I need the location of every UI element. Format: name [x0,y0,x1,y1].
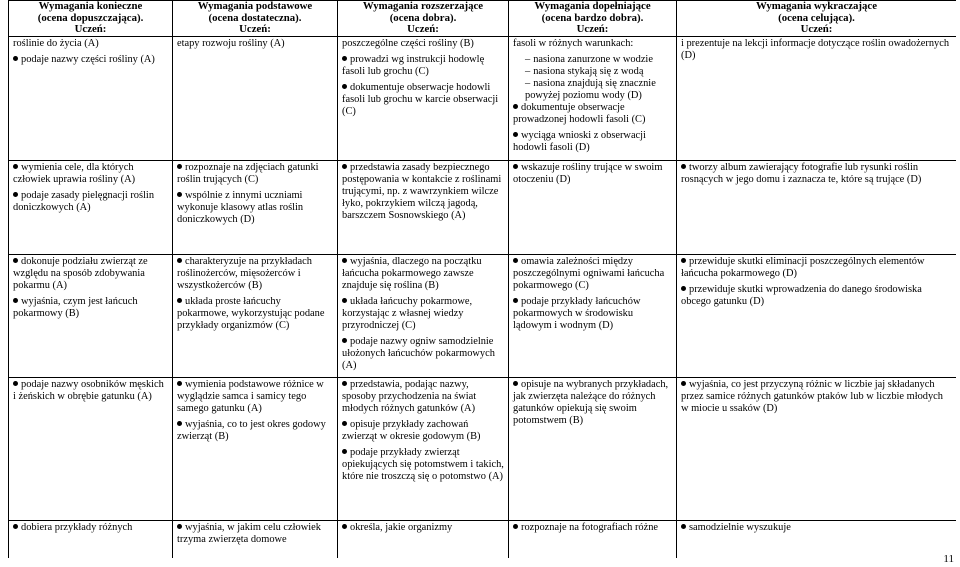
bullet-icon [342,164,347,169]
list-item [342,336,504,372]
requirement-list [177,256,333,332]
document-page [8,0,956,558]
requirement-text: rozpoznaje na fotografiach różne [521,521,659,533]
requirement-text: podaje zasady pielęgnacji roślin doniczkowych (A) [13,189,155,213]
list-item [177,522,333,546]
header-line3: Uczeń: [576,23,609,35]
requirement-text: nasiona stykają się z wodą [533,65,644,77]
requirement-text: podaje przykłady łańcuchów pokarmowych w środowisku lądowym i wodnym (D) [513,295,641,331]
table-cell [338,36,509,160]
table-cell [509,254,677,377]
table-cell [338,254,509,377]
bullet-icon [177,164,182,169]
dash-icon: – [525,77,531,89]
requirement-text: wymienia podstawowe różnice w wyglądzie samca i samicy tego samego gatunku (A) [177,378,324,414]
list-item [177,162,333,186]
bullet-icon [681,286,686,291]
table-row [9,377,957,520]
requirement-text: układa proste łańcuchy pokarmowe, wykorzystując podane przykłady organizmów (C) [177,295,325,331]
bullet-icon [342,258,347,263]
list-item [177,296,333,332]
list-item [177,379,333,415]
list-item [13,296,168,320]
requirement-list [681,379,952,415]
requirement-list [513,379,672,427]
list-item [342,419,504,443]
dash-icon: – [525,53,531,65]
bullet-icon [342,338,347,343]
list-item [513,102,672,126]
table-row [9,36,957,160]
requirement-list [342,522,504,534]
header-line2: (ocena dopuszczająca). [37,11,144,24]
header-line3: Uczeń: [239,23,271,35]
list-item [177,419,333,443]
requirement-text: dokonuje podziału zwierząt ze względu na sposób zdobywania pokarmu (A) [13,255,148,291]
list-item [342,296,504,332]
requirement-text: rozpoznaje na zdjęciach gatunki roślin trujących (C) [177,161,319,185]
requirement-text: podaje przykłady zwierząt opiekujących się potomstwem i takich, które nie troszczą się o potomstwo (A) [342,446,504,482]
requirement-list [342,256,504,372]
bullet-icon [177,381,182,386]
bullet-icon [13,192,18,197]
column-header [9,1,173,37]
table-cell [338,377,509,520]
requirement-list [13,162,168,214]
requirement-text: przedstawia, podając nazwy, sposoby przychodzenia na świat młodych różnych gatunków (A) [342,378,477,414]
bullet-icon [513,104,518,109]
list-item [13,54,168,66]
header-line1: Wymagania wykraczające [755,0,878,12]
table-cell [173,36,338,160]
requirement-text: wyjaśnia, w jakim celu człowiek trzyma zwierzęta domowe [177,521,321,545]
requirement-text: dokumentuje obserwacje hodowli fasoli lub grochu w karcie obserwacji (C) [342,81,499,117]
requirement-text: dokumentuje obserwacje prowadzonej hodowli fasoli (C) [513,101,646,125]
list-item [681,256,952,280]
table-row [9,520,957,558]
table-cell [9,520,173,558]
list-item [513,78,672,102]
requirement-list [177,162,333,226]
requirements-table [8,0,956,558]
header-line3: Uczeń: [800,23,833,35]
requirement-list [513,162,672,186]
list-item [13,190,168,214]
bullet-icon [342,421,347,426]
table-cell [338,520,509,558]
requirement-text: podaje nazwy części rośliny (A) [21,53,155,65]
requirement-text: wspólnie z innymi uczniami wykonuje klasowy atlas roślin doniczkowych (D) [177,189,304,225]
bullet-icon [13,381,18,386]
table-cell [677,36,957,160]
requirement-list [13,38,168,66]
requirement-list [13,522,168,534]
header-line2: (ocena bardzo dobra). [541,11,644,24]
header-line3: Uczeń: [407,23,439,35]
requirement-text: określa, jakie organizmy [350,521,453,533]
bullet-icon [177,298,182,303]
table-cell [9,377,173,520]
header-row [9,1,957,37]
bullet-icon [177,524,182,529]
table-cell [677,520,957,558]
requirement-text: etapy rozwoju rośliny (A) [177,37,285,49]
list-item [342,256,504,292]
list-item [681,162,952,186]
requirement-text: wyjaśnia, co jest przyczyną różnic w liczbie jaj składanych przez samice różnych gatunków ptaków lub w liczbie młodych w miocie u ssaków (D) [681,378,943,414]
bullet-icon [177,258,182,263]
list-item [342,379,504,415]
requirement-list [177,38,333,50]
requirement-text: roślinie do życia (A) [13,37,99,49]
bullet-icon [342,524,347,529]
requirement-text: charakteryzuje na przykładach roślinożerców, mięsożerców i wszystkożerców (B) [177,255,312,291]
requirement-list [513,256,672,332]
table-cell [509,36,677,160]
requirement-text: wyjaśnia, dlaczego na początku łańcucha pokarmowego zawsze znajduje się roślina (B) [342,255,482,291]
list-item [342,162,504,222]
list-item [513,66,672,78]
header-line1: Wymagania rozszerzające [362,0,484,12]
bullet-icon [513,132,518,137]
bullet-icon [513,381,518,386]
bullet-icon [177,192,182,197]
table-cell [677,254,957,377]
bullet-icon [681,258,686,263]
table-cell [173,520,338,558]
list-item [177,256,333,292]
list-item [513,256,672,292]
list-item [342,54,504,78]
list-item [13,38,168,50]
requirement-list [681,162,952,186]
table-cell [9,160,173,254]
requirement-list [13,256,168,320]
requirement-text: nasiona zanurzone w wodzie [533,53,653,65]
requirement-list [177,379,333,443]
list-item [513,522,672,534]
requirement-text: wymienia cele, dla których człowiek uprawia rośliny (A) [13,161,136,185]
list-item [513,296,672,332]
requirement-text: fasoli w różnych warunkach: [513,37,634,49]
requirement-text: opisuje przykłady zachowań zwierząt w okresie godowym (B) [342,418,481,442]
list-item [177,190,333,226]
requirement-text: podaje nazwy osobników męskich i żeńskich w obrębie gatunku (A) [13,378,164,402]
list-item [681,522,952,534]
column-header [509,1,677,37]
requirement-text: dobiera przykłady różnych [21,521,133,533]
bullet-icon [681,164,686,169]
requirement-text: samodzielnie wyszukuje [689,521,791,533]
requirement-text: przedstawia zasady bezpiecznego postępowania w kontakcie z roślinami trującymi, np. z wawrzynkiem wilcze łyko, pokrzykiem wilczą jagodą, barszczem Sosnowskiego (A) [342,161,502,221]
header-line2: (ocena dostateczna). [208,11,302,24]
table-body [9,36,957,558]
requirement-text: opisuje na wybranych przykładach, jak zwierzęta należące do różnych gatunków opiekują się swoim potomstwem (B) [513,378,669,426]
bullet-icon [177,421,182,426]
requirement-list [342,162,504,222]
list-item [13,256,168,292]
requirement-text: wyciąga wnioski z obserwacji hodowli fasoli (D) [513,129,646,153]
list-item [513,130,672,154]
list-item [681,379,952,415]
requirement-text: wyjaśnia, czym jest łańcuch pokarmowy (B) [13,295,138,319]
bullet-icon [342,298,347,303]
requirement-text: podaje nazwy ogniw samodzielnie ułożonych łańcuchów pokarmowych (A) [342,335,495,371]
list-item [681,38,952,62]
requirement-text: tworzy album zawierający fotografie lub rysunki roślin rosnących w jego domu i zaznacza te, które są trujące (D) [681,161,922,185]
list-item [681,284,952,308]
list-item [177,38,333,50]
bullet-icon [342,449,347,454]
requirement-list [342,38,504,118]
list-item [342,38,504,50]
table-cell [509,377,677,520]
requirement-list [681,256,952,308]
bullet-icon [342,381,347,386]
bullet-icon [513,258,518,263]
requirement-list [681,38,952,62]
list-item [513,379,672,427]
bullet-icon [13,258,18,263]
requirement-text: układa łańcuchy pokarmowe, korzystając z własnej wiedzy przyrodniczej (C) [342,295,473,331]
column-header [677,1,957,37]
requirement-text: poszczególne części rośliny (B) [342,37,474,49]
bullet-icon [513,298,518,303]
bullet-icon [342,84,347,89]
bullet-icon [13,164,18,169]
table-cell [173,254,338,377]
list-item [13,522,168,534]
header-line3: Uczeń: [74,23,107,35]
table-cell [9,254,173,377]
bullet-icon [681,524,686,529]
header-line1: Wymagania konieczne [38,0,143,12]
requirement-list [177,522,333,546]
list-item [13,162,168,186]
requirement-text: prowadzi wg instrukcji hodowlę fasoli lub grochu (C) [342,53,485,77]
requirement-list [513,522,672,534]
requirement-list [342,379,504,483]
header-line2: (ocena dobra). [389,11,457,24]
bullet-icon [513,524,518,529]
table-cell [9,36,173,160]
table-cell [677,377,957,520]
list-item [513,54,672,66]
header-line2: (ocena celująca). [778,11,855,24]
requirement-list [13,379,168,403]
page-number: 11 [943,553,954,565]
requirement-list [513,38,672,154]
dash-icon: – [525,65,531,77]
table-cell [677,160,957,254]
bullet-icon [342,56,347,61]
requirement-text: wskazuje rośliny trujące w swoim otoczeniu (D) [513,161,663,185]
list-item [342,447,504,483]
requirement-text: nasiona znajdują się znacznie powyżej poziomu wody (D) [525,77,656,101]
list-item [13,379,168,403]
table-cell [173,377,338,520]
bullet-icon [13,524,18,529]
table-cell [338,160,509,254]
bullet-icon [513,164,518,169]
requirement-text: wyjaśnia, co to jest okres godowy zwierząt (B) [177,418,326,442]
header-line1: Wymagania podstawowe [197,0,313,12]
table-row [9,160,957,254]
table-cell [509,520,677,558]
table-cell [173,160,338,254]
requirement-text: omawia zależności między poszczególnymi ogniwami łańcucha pokarmowego (C) [513,255,665,291]
column-header [173,1,338,37]
list-item [342,82,504,118]
requirement-list [681,522,952,534]
bullet-icon [13,298,18,303]
requirement-text: przewiduje skutki eliminacji poszczególnych elementów łańcucha pokarmowego (D) [681,255,925,279]
table-cell [509,160,677,254]
bullet-icon [681,381,686,386]
table-row [9,254,957,377]
requirement-text: i prezentuje na lekcji informacje dotyczące roślin owadożernych (D) [681,37,950,61]
list-item [513,162,672,186]
bullet-icon [13,56,18,61]
column-header [338,1,509,37]
requirement-text: przewiduje skutki wprowadzenia do danego środowiska obcego gatunku (D) [681,283,922,307]
list-item [342,522,504,534]
list-item [513,38,672,50]
header-line1: Wymagania dopełniające [534,0,651,12]
